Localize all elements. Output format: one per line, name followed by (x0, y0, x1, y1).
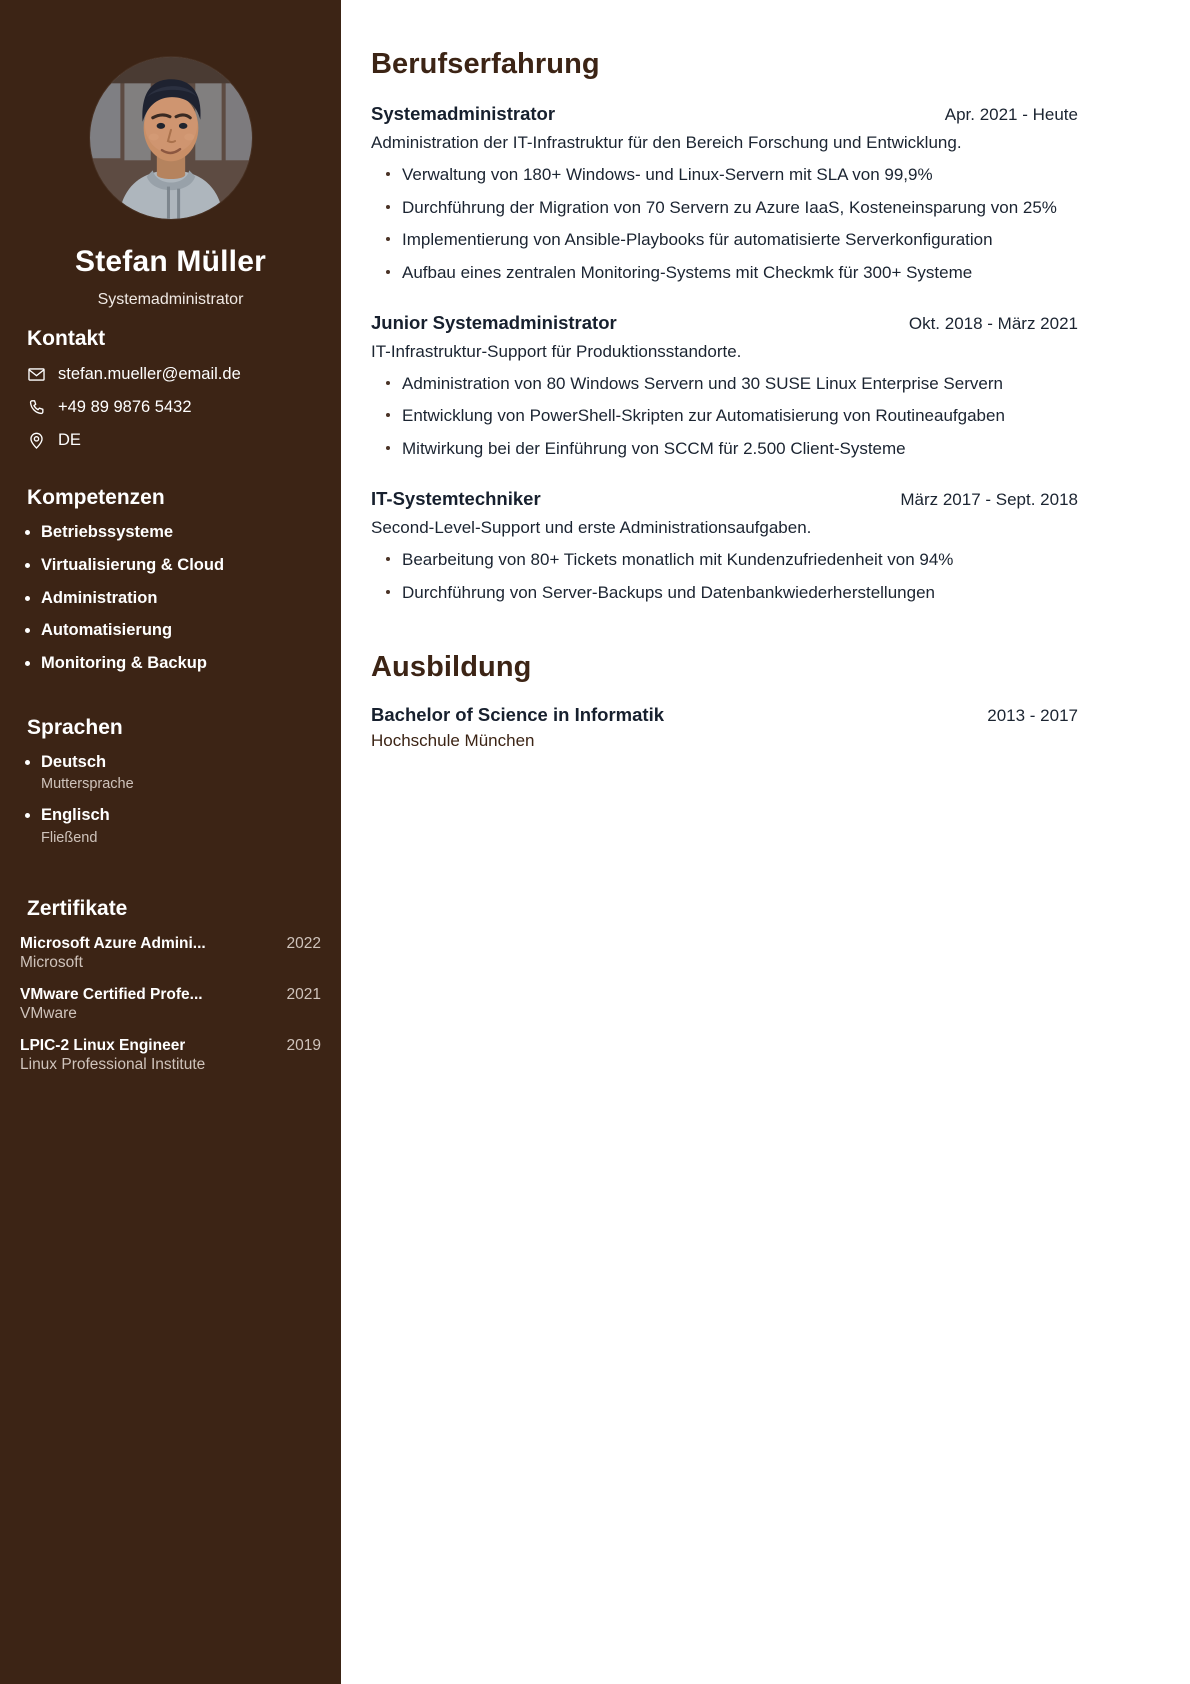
job-bullets (371, 372, 1078, 462)
skill-item: Automatisierung (20, 620, 321, 641)
experience-entry-header (371, 103, 1078, 125)
experience-entry-header (371, 488, 1078, 510)
job-bullet: Aufbau eines zentralen Monitoring-Systems mit Checkmk für 300+ Systeme (371, 261, 1078, 286)
experience-heading: Berufserfahrung (371, 48, 600, 80)
certificate-item (20, 986, 321, 1023)
contact-phone-value: +49 89 9876 5432 (58, 397, 192, 416)
language-name: Englisch (41, 806, 110, 825)
job-summary: Administration der IT-Infrastruktur für den Bereich Forschung und Entwicklung. (371, 133, 962, 152)
contact-location[interactable] (27, 431, 321, 451)
certificate-header (20, 986, 321, 1004)
certificate-name: Microsoft Azure Admini... (20, 935, 206, 953)
sidebar (0, 0, 341, 1684)
skill-item: Betriebssysteme (20, 522, 321, 543)
job-bullet: Durchführung von Server-Backups und Datenbankwiederherstellungen (371, 581, 1078, 606)
certificate-issuer: VMware (20, 1005, 77, 1023)
experience-entry-header (371, 312, 1078, 334)
languages-list (20, 752, 321, 848)
avatar (90, 57, 252, 219)
skill-item: Administration (20, 588, 321, 609)
certificate-item (20, 935, 321, 972)
job-bullet: Durchführung der Migration von 70 Servern zu Azure IaaS, Kosteneinsparung von 25% (371, 196, 1078, 221)
job-date: Okt. 2018 - März 2021 (908, 313, 1078, 333)
certificate-issuer: Linux Professional Institute (20, 1056, 206, 1074)
language-level: Muttersprache (41, 776, 134, 793)
education-entry-header (371, 704, 1078, 726)
certificate-year: 2021 (286, 986, 321, 1004)
certificates-heading: Zertifikate (27, 897, 128, 921)
certificate-header (20, 1037, 321, 1055)
certificate-item (20, 1037, 321, 1074)
job-title: Junior Systemadministrator (371, 311, 617, 333)
job-title: Systemadministrator (371, 103, 556, 124)
education-entry (371, 704, 1078, 751)
experience-entry (371, 488, 1078, 605)
job-bullet: Mitwirkung bei der Einführung von SCCM für 2.500 Client-Systeme (371, 437, 1078, 462)
job-bullet: Administration von 80 Windows Servern und 30 SUSE Linux Enterprise Servern (371, 372, 1078, 397)
skills-heading: Kompetenzen (27, 486, 165, 510)
certificate-name: VMware Certified Profe... (20, 986, 203, 1004)
certificate-year: 2022 (286, 935, 321, 953)
education-heading: Ausbildung (371, 651, 532, 684)
contact-heading: Kontakt (27, 327, 106, 350)
job-bullet: Entwicklung von PowerShell-Skripten zur Automatisierung von Routineaufgaben (371, 404, 1078, 429)
job-bullet: Verwaltung von 180+ Windows- und Linux-Servern mit SLA von 99,9% (371, 163, 1078, 188)
contact-email[interactable] (27, 365, 321, 385)
language-name: Deutsch (41, 752, 107, 771)
job-date: Apr. 2021 - Heute (944, 105, 1078, 124)
job-bullets (371, 163, 1078, 286)
avatar-wrapper (20, 0, 321, 227)
degree-title: Bachelor of Science in Informatik (371, 704, 664, 726)
envelope-icon (27, 365, 46, 384)
language-item (20, 752, 321, 794)
languages-heading: Sprachen (27, 715, 123, 739)
contact-email-value: stefan.mueller@email.de (58, 365, 241, 383)
language-level: Fließend (41, 829, 98, 846)
person-role: Systemadministrator (97, 291, 244, 308)
job-bullet: Bearbeitung von 80+ Tickets monatlich mit Kundenzufriedenheit von 94% (371, 548, 1078, 573)
degree-date: 2013 - 2017 (987, 706, 1078, 726)
location-pin-icon (27, 431, 46, 450)
language-item (20, 805, 321, 847)
skills-list (20, 522, 321, 673)
certificate-year: 2019 (286, 1037, 321, 1055)
school-name: Hochschule München (371, 731, 535, 751)
phone-icon (27, 398, 46, 417)
skill-item: Monitoring & Backup (20, 653, 321, 674)
job-bullets (371, 548, 1078, 605)
job-date: März 2017 - Sept. 2018 (900, 489, 1078, 509)
job-title: IT-Systemtechniker (371, 487, 541, 509)
main-content (341, 0, 1190, 1684)
job-summary: IT-Infrastruktur-Support für Produktionsstandorte. (371, 341, 742, 361)
experience-entry (371, 312, 1078, 462)
job-bullet: Implementierung von Ansible-Playbooks für automatisierte Serverkonfiguration (371, 228, 1078, 253)
certificate-name: LPIC-2 Linux Engineer (20, 1037, 186, 1055)
experience-entry (371, 103, 1078, 286)
contact-location-value: DE (58, 430, 81, 449)
certificate-header (20, 935, 321, 953)
certificate-issuer: Microsoft (20, 954, 83, 972)
person-name: Stefan Müller (75, 245, 266, 278)
contact-phone[interactable] (27, 398, 321, 418)
job-summary: Second-Level-Support und erste Administrationsaufgaben. (371, 517, 812, 537)
skill-item: Virtualisierung & Cloud (20, 555, 321, 576)
